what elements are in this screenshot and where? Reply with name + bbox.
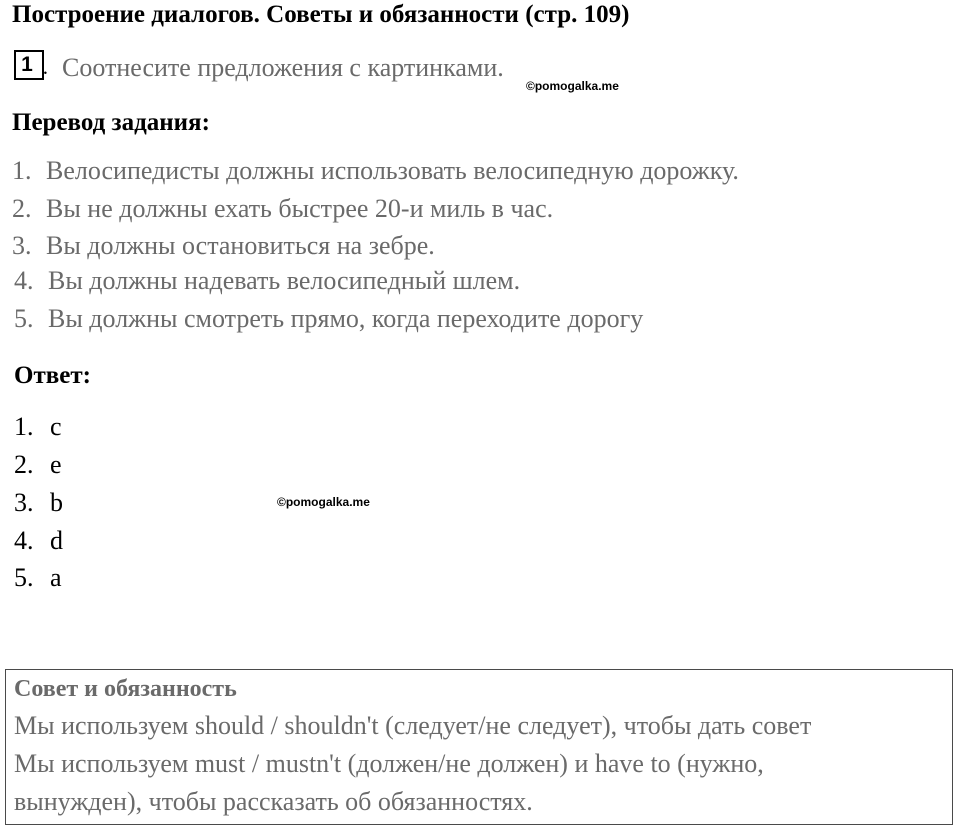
answer-item [14,488,63,518]
translation-item-text: Велосипедисты должны использовать велосипедную дорожку. [46,156,739,185]
answer-item [14,526,63,556]
answer-item-number: 5. [14,563,34,592]
answer-heading: Ответ: [14,362,91,389]
translation-item-text: Вы должны остановиться на зебре. [46,231,435,260]
translation-item [12,231,435,261]
grammar-note-line: Мы используем must / mustn't (должен/не должен) и have to (нужно, [14,749,764,778]
grammar-note-line: вынужден), чтобы рассказать об обязанностях. [14,787,533,816]
page-title: Построение диалогов. Советы и обязанности (стр. 109) [12,1,630,28]
translation-heading: Перевод задания: [12,109,210,136]
answer-item [14,412,62,442]
translation-item-number: 3. [12,231,32,260]
translation-item [12,156,739,186]
answer-item [14,563,62,593]
answer-item-number: 1. [14,412,34,441]
task-number: 1 [21,53,33,76]
task-number-dot: . [42,55,48,79]
answer-item-letter: e [50,450,62,479]
answer-item-number: 3. [14,488,34,517]
answer-item-letter: d [50,526,63,555]
translation-item-text: Вы не должны ехать быстрее 20-и миль в час. [46,194,554,223]
answer-item [14,450,62,480]
translation-item-number: 2. [12,194,32,223]
grammar-note-title: Совет и обязанность [14,676,237,702]
answer-item-number: 2. [14,450,34,479]
translation-item-number: 5. [14,304,34,333]
task-instruction: Соотнесите предложения с картинками. [62,53,504,82]
answer-item-letter: c [50,412,62,441]
translation-item-text: Вы должны надевать велосипедный шлем. [48,266,521,295]
translation-item [14,266,520,296]
translation-item [14,304,643,334]
translation-item-number: 4. [14,266,34,295]
answer-item-number: 4. [14,526,34,555]
watermark: ©pomogalka.me [526,79,619,93]
grammar-note-line: Мы используем should / shouldn't (следует/не следует), чтобы дать совет [14,711,812,740]
translation-item-number: 1. [12,156,32,185]
task-number-box [14,50,48,80]
translation-item-text: Вы должны смотреть прямо, когда переходите дорогу [48,304,644,333]
answer-item-letter: a [50,563,62,592]
answer-item-letter: b [50,488,63,517]
watermark: ©pomogalka.me [277,495,370,509]
translation-item [12,194,553,224]
